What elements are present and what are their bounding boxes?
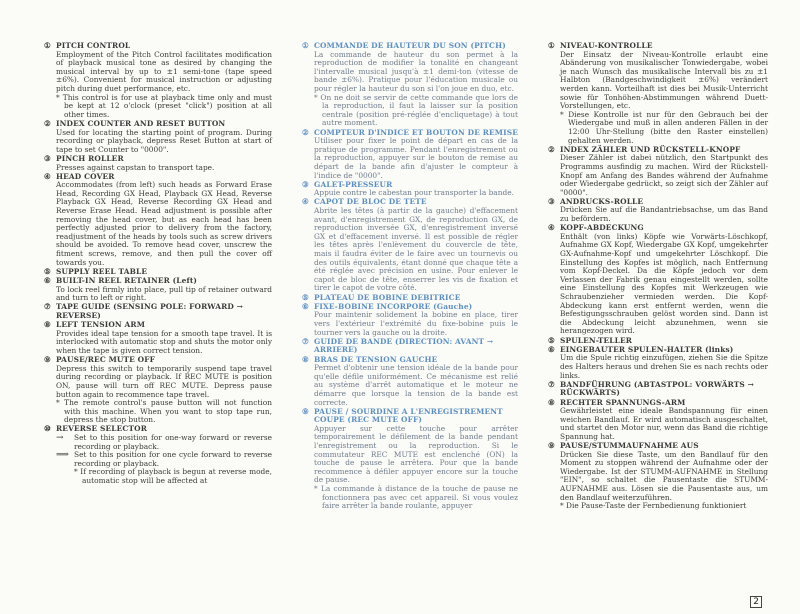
- note-text: * Diese Kontrolle ist nur für den Gebrauch bei der Wiedergabe und muß in allen anderen Fällen in der 12:00 Uhr-Stellung (bitte den Raster einstellen) gehalten werden.: [560, 109, 768, 145]
- section: [302, 303, 518, 337]
- section-note: [302, 485, 518, 511]
- selector-option: [44, 451, 272, 485]
- note-text: * On ne doit se servir de cette commande que lors de la reproduction, il faut la laisser sur la position centrale (position pré-réglée d'encliquetage) à tout autre moment.: [314, 92, 518, 128]
- section-number: ②: [548, 144, 555, 154]
- section-title: REVERSE SELECTOR: [56, 424, 147, 434]
- column-english: [44, 42, 272, 486]
- section: [302, 181, 518, 198]
- section-number: ⑦: [548, 379, 555, 389]
- section-title: COMMANDE DE HAUTEUR DU SON (PITCH): [314, 41, 506, 50]
- section-note: [302, 94, 518, 128]
- section-number: ③: [548, 196, 555, 206]
- section-title: KOPF-ABDECKUNG: [560, 223, 644, 233]
- section: [44, 277, 272, 303]
- section: [548, 346, 768, 380]
- section-number: ④: [548, 223, 555, 233]
- section-title: SPULEN-TELLER: [560, 335, 633, 345]
- section-number: ⑥: [302, 301, 309, 311]
- selector-option-text: [74, 434, 272, 451]
- section-note: [44, 94, 272, 120]
- section-heading: [548, 337, 768, 346]
- section-number: ②: [302, 127, 309, 137]
- section-title: TAPE GUIDE (SENSING POLE: FORWARD → REVERSE): [56, 302, 243, 320]
- section-number: ⑧: [44, 320, 51, 330]
- section-number: ⑤: [302, 292, 309, 302]
- section-note: [548, 502, 768, 511]
- section: [302, 408, 518, 511]
- selector-option-text: [74, 451, 272, 485]
- section-title: INDEX COUNTER AND RESET BUTTON: [56, 118, 226, 128]
- section-body: Provides ideal tape tension for a smooth tape travel. It is interlocked with automatic stop and shuts the motor only when the tape is given correct tension.: [56, 328, 272, 355]
- section-body: Depress this switch to temporarily suspend tape travel during recording or playback. If REC MUTE is position ON, pause will turn off REC MUTE. Depress pause button again to recommence tape travel.: [56, 363, 272, 399]
- section-number: ⑥: [44, 276, 51, 285]
- section-number: ⑦: [302, 336, 309, 346]
- section-body: Der Einsatz der Niveau-Kontrolle erlaubt eine Abänderung von musikalischer Tonwiedergabe, wobei je nach Wunsch das musikalische Intervall bis zu ±1 Halbton (Bandgeschwindigkeit ±6%) verändert werden kann. Vorteilhaft ist dies bei Musik-Unterricht sowie für Tonhöhen-Abstimmungen während Duett-Vorstellungen, etc.: [560, 49, 768, 111]
- section-heading: [44, 303, 272, 320]
- section: [44, 356, 272, 425]
- section-title: NIVEAU-KONTROLLE: [560, 41, 653, 50]
- section: [44, 155, 272, 172]
- section: [548, 337, 768, 346]
- section-title: GALET-PRESSEUR: [314, 179, 393, 189]
- note-text: * La commande à distance de la touche de pause ne fonctionnera pas avec cet appareil. Si vous voulez faire arrêter la bande roulante, appuyer: [314, 484, 518, 511]
- section: [44, 42, 272, 119]
- section-number: ④: [302, 197, 309, 207]
- section-body: Dieser Zähler ist dabei nützlich, den Startpunkt des Programms ausfindig zu machen. Wird der Rückstell-Knopf am Anfang des Bandes während der Aufnahme oder Wiedergabe gedrückt, so zeigt sich der Zähler auf "0000".: [560, 153, 768, 197]
- section-body: Abrite les têtes (à partir de la gauche) d'effacement avant, d'enregistrement GX, de reproduction GX, de reproduction inversée GX, d'enregistrement inversé GX et d'effacement inversé. Il est possible de régler les têtes après l'enlèvement du couvercle de tête, mais il faudra éviter de le faire avec un tournevis ou des outils équivalents, étant donné que chaque tête a été réglée avec précision en usine. Pour enlever le capot de bloc de tête, enserrer les vis de fixation et tirer le capot de votre côté.: [314, 206, 518, 293]
- section-body: Accommodates (from left) such heads as Forward Erase Head, Recording GX Head, Playback GX Head, Reverse Playback GX Head, Reverse Recording GX Head and Reverse Erase Head. Head adjustment is possible after removing the head cover, but as each head has been perfectly adjusted prior to delivery from the factory, readjustment of the heads by tools such as screw drivers should be avoided. To remove head cover, unscrew the fitment screws, remove, and then pull the cover off towards you.: [56, 180, 272, 267]
- section-body: Permet d'obtenir une tension idéale de la bande pour qu'elle défile uniformément. Ce mécanisme est relié au système d'arrêt automatique et le moteur ne démarre que lorsque la tension de la bande est correcte.: [314, 363, 518, 407]
- section-body: Um die Spule richtig einzufügen, ziehen Sie die Spitze des Halters heraus und drehen Sie es nach rechts oder links.: [560, 353, 768, 380]
- section-number: ②: [44, 118, 51, 128]
- section-note: [548, 111, 768, 145]
- section: [44, 120, 272, 154]
- section-title: LEFT TENSION ARM: [56, 320, 146, 330]
- section-title: CAPOT DE BLOC DE TETE: [314, 197, 427, 207]
- section-number: ③: [44, 153, 51, 163]
- section-heading: [548, 381, 768, 398]
- section-number: ①: [302, 41, 309, 50]
- section-number: ⑨: [302, 406, 309, 416]
- section-title: BANDFÜHRUNG (ABTASTPOL: VORWÄRTS → RÜCKWÄRTS): [560, 379, 754, 398]
- note-text: * This control is for use at playback time only and must be kept at 12 o'clock (preset "click") position at all other times.: [56, 92, 272, 119]
- section-body: Utiliser pour fixer le point de départ en cas de la pratique de programme. Pendant l'enregistrement ou la reproduction, appuyer sur le bouton de remise au départ de la bande afin d'ajuster le compteur à l'indice de "0000".: [314, 136, 518, 180]
- section-title: FIXE-BOBINE INCORPORE (Gauche): [314, 301, 473, 311]
- section: [548, 381, 768, 398]
- section-body: Employment of the Pitch Control facilitates modification of playback musical tone as desired by changing the musical interval by up to ±1 semi-tone (tape speed ±6%). Convenient for musical instruction or adjusting pitch during duet performance, etc.: [56, 49, 272, 93]
- section-title: EINGEBAUTER SPULEN-HALTER (links): [560, 344, 734, 354]
- section-number: ⑤: [548, 335, 555, 345]
- section-title: INDEX ZÄHLER UND RÜCKSTELL-KNOPF: [560, 144, 741, 154]
- section: [548, 42, 768, 145]
- section-number: ⑤: [44, 266, 51, 276]
- note-text: * Die Pause-Taste der Fernbedienung funktioniert: [560, 501, 747, 511]
- section-body: Appuie contre le cabestan pour transporter la bande.: [314, 188, 514, 198]
- section-body: Enthält (von links) Köpfe wie Vorwärts-Löschkopf, Aufnahme GX Kopf, Wiedergabe GX Kopf, umgekehrter GX-Aufnahme-Kopf und umgekehrter Löschkopf. Die Einstellung des Kopfes ist möglich, nach Entfernung vom Kopf-Deckel. Da die Köpfe jedoch vor dem Verlassen der Fabrik genau eingestellt werden, sollte eine Einstellung des Kopfes mit Werkzeugen wie Schraubenzieher vermieden werden. Die Kopf-Abdeckung kann erst entfernt werden, wenn die Befestigungsschrauben gelöst worden sind. Dann ist die Abdeckung leicht abzunehmen, wenn sie herangezogen wird.: [560, 231, 768, 336]
- section-title: ANDRUCKS-ROLLE: [560, 196, 644, 206]
- section-number: ⑧: [302, 354, 309, 364]
- section: [548, 442, 768, 511]
- section-title: GUIDE DE BANDE (DIRECTION: AVANT → ARRIERE): [314, 336, 494, 355]
- section: [44, 321, 272, 355]
- section-title: PAUSE/REC MUTE OFF: [56, 355, 156, 365]
- option-description: Set to this position for one cycle forward to reverse recording or playback.: [74, 450, 272, 468]
- section-title: COMPTEUR D'INDICE ET BOUTON DE REMISE: [314, 127, 518, 137]
- section-body: Used for locating the starting point of program. During recording or playback, depress Reset Button at start of tape to set Counter to "0000".: [56, 127, 272, 154]
- section-heading: [302, 408, 518, 425]
- section: [548, 399, 768, 442]
- section: [548, 146, 768, 198]
- section: [548, 224, 768, 336]
- section-body: To lock reel firmly into place, pull tip of retainer outward and turn to left or right.: [56, 284, 272, 303]
- section-body: La commande de hauteur du son permet à la reproduction de modifier la tonalité en changeant l'intervalle musical jusqu'à ±1 demi-ton (vitesse de bande ±6%). Pratique pour l'éducation musicale ou pour régler la hauteur du son si l'on joue en duo, etc.: [314, 49, 518, 93]
- section: [302, 294, 518, 303]
- column-french: [302, 42, 518, 511]
- section-number: ③: [302, 179, 309, 189]
- section-title: SUPPLY REEL TABLE: [56, 266, 148, 276]
- section-title: RECHTER SPANNUNGS-ARM: [560, 397, 686, 407]
- section-body: Gewährleistet eine ideale Bandspannung für einen weichen Bandlauf. Er wird automatisch ausgeschaltet, und startet den Motor nur, wenn das Band die richtige Spannung hat.: [560, 406, 768, 441]
- section-title: PAUSE / SOURDINE A L'ENREGISTREMENT COUPE (REC MUTE OFF): [314, 406, 503, 425]
- arrow-icon: →: [56, 433, 64, 444]
- section: [44, 173, 272, 268]
- section-heading: [302, 294, 518, 303]
- section-number: ⑨: [44, 355, 51, 365]
- section-title: BRAS DE TENSION GAUCHE: [314, 354, 438, 364]
- section-body: Appuyer sur cette touche pour arrêter temporairement le défilement de la bande pendant l'enregistrement ou la reproduction. Si le commutateur REC MUTE est enclenché (ON) la touche de pause le arrêtera. Pour que la bande recommence à défiler appuyer encore sur la touche de pause.: [314, 423, 518, 485]
- section-number: ⑦: [44, 302, 51, 312]
- section-body: Drücken Sie auf die Bandantriebsachse, um das Band zu befördern.: [560, 205, 768, 224]
- section-number: ⑧: [548, 397, 555, 407]
- section-title: PINCH ROLLER: [56, 153, 124, 163]
- section-number: ①: [44, 41, 51, 50]
- selector-option: [44, 434, 272, 451]
- section: [302, 129, 518, 181]
- option-description: Set to this position for one-way forward or reverse recording or playback.: [74, 433, 272, 451]
- section-title: HEAD COVER: [56, 171, 115, 181]
- option-note: * If recording of playback is begun at reverse mode, automatic stop will be affected at: [74, 467, 272, 486]
- section: [44, 425, 272, 485]
- section: [548, 198, 768, 224]
- section-title: PITCH CONTROL: [56, 41, 131, 50]
- column-german: [548, 42, 768, 511]
- section: [302, 356, 518, 408]
- section-heading: [302, 338, 518, 355]
- section-note: [44, 399, 272, 425]
- section: [302, 338, 518, 355]
- section: [302, 42, 518, 128]
- section-number: ①: [548, 41, 555, 50]
- section-number: ④: [44, 171, 51, 181]
- section: [44, 303, 272, 320]
- section-number: ⑩: [44, 424, 51, 434]
- section-title: PLATEAU DE BOBINE DEBITRICE: [314, 292, 461, 302]
- section-number: ⑥: [548, 344, 555, 354]
- section: [302, 198, 518, 293]
- section-body: Presses against capstan to transport tape.: [56, 162, 215, 172]
- page-number: 2: [750, 596, 762, 608]
- note-text: * The remote control's pause button will not function with this machine. When you want to stop tape run, depress the stop button.: [56, 398, 272, 425]
- arrow-icon: ⟹: [56, 450, 69, 461]
- section-title: BUILT-IN REEL RETAINER (Left): [56, 276, 198, 285]
- section-title: PAUSE/STUMMAUFNAHME AUS: [560, 441, 699, 451]
- section-body: Pour maintenir solidement la bobine en place, tirer vers l'extérieur l'extrémité du fixe-bobine puis le tourner vers la gauche ou la droite.: [314, 310, 518, 337]
- section-body: Drücken Sie diese Taste, um den Bandlauf für den Moment zu stoppen während der Aufnahme oder der Wiedergabe. Ist der STUMM-AUFNAHME in Stellung "EIN", so schaltet die Pausentaste die STUMM-AUFNAHME aus. Lösen sie die Pausentaste aus, um den Bandlauf weiterzuführen.: [560, 449, 768, 502]
- section-number: ⑨: [548, 441, 555, 451]
